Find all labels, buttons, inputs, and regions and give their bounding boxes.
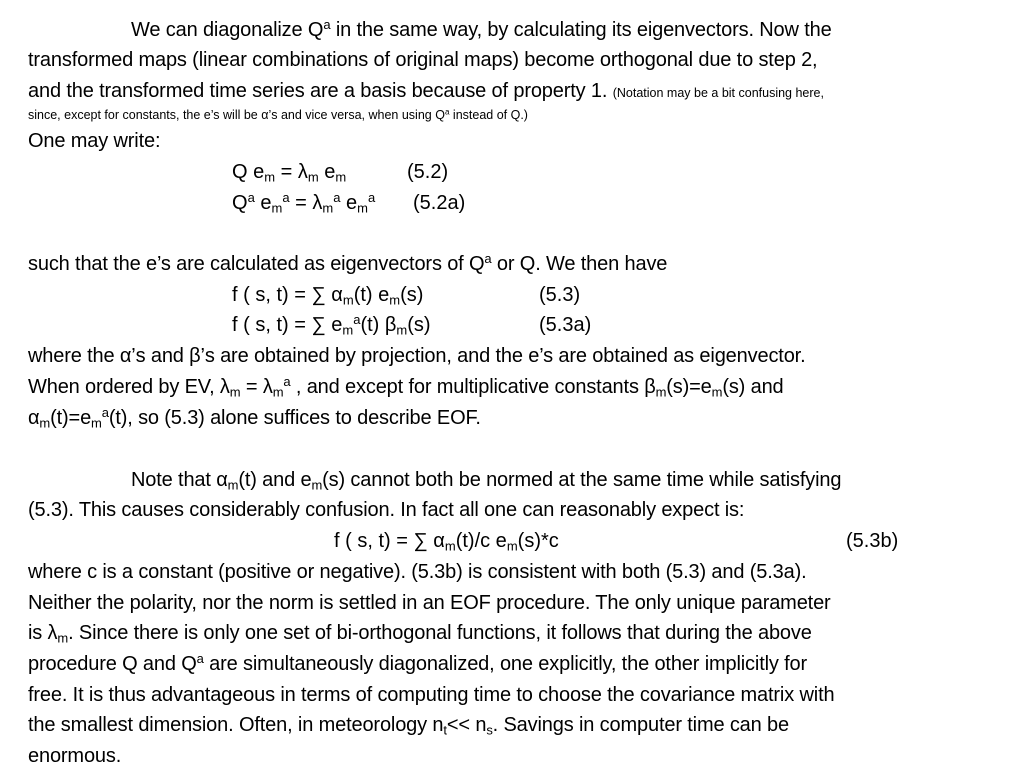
equation-5-2-label: (5.2) <box>407 161 449 183</box>
such-that-line <box>28 252 667 276</box>
text: instead of Q.) <box>449 108 528 122</box>
p4-line-5: free. It is thus advantageous in terms of computing time to choose the covariance matrix with <box>28 684 835 706</box>
eq-text: = λ <box>275 161 308 183</box>
text: and the transformed time series are a basis because of property 1. <box>28 80 608 102</box>
eq-text: (s) <box>400 284 424 306</box>
equation-5-3-label: (5.3) <box>539 284 581 306</box>
text: since, except for constants, the e’s will be α’s and vice versa, when using Q <box>28 108 445 122</box>
p4-line-1: where c is a constant (positive or negative). (5.3b) is consistent with both (5.3) and (5.3a). <box>28 561 807 583</box>
subscript: m <box>39 415 51 431</box>
p3-line-2: (5.3). This causes considerably confusion. In fact all one can reasonably expect is: <box>28 499 745 521</box>
text: (t)=e <box>50 407 92 429</box>
text: or Q. We then have <box>491 253 668 275</box>
eq-text: (t) β <box>360 314 397 336</box>
equation-5-2 <box>232 160 346 184</box>
text: << n <box>446 714 487 736</box>
p2-line-3 <box>28 406 481 430</box>
superscript: a <box>283 373 291 389</box>
text: (t) and e <box>238 469 312 491</box>
subscript: m <box>271 200 283 216</box>
superscript: a <box>367 189 376 205</box>
superscript: a <box>247 189 255 205</box>
superscript: a <box>196 650 204 666</box>
superscript: a <box>101 404 109 420</box>
p1-line-2: transformed maps (linear combinations of original maps) become orthogonal due to step 2, <box>28 49 818 71</box>
text: α <box>28 407 40 429</box>
subscript: m <box>264 169 276 185</box>
text: . Savings in computer time can be <box>492 714 789 736</box>
text: is λ <box>28 622 58 644</box>
eq-text: f ( s, t) = ∑ e <box>232 314 343 336</box>
subscript: m <box>506 538 518 554</box>
subscript: m <box>655 384 667 400</box>
superscript: a <box>333 189 341 205</box>
p3-line-1 <box>131 468 841 492</box>
subscript: m <box>342 322 354 338</box>
subscript: m <box>342 292 354 308</box>
p1-line-1 <box>131 18 832 42</box>
equation-5-3b <box>334 529 559 553</box>
text: (s)=e <box>666 376 712 398</box>
text: such that the e’s are calculated as eigenvectors of Q <box>28 253 485 275</box>
text: procedure Q and Q <box>28 653 197 675</box>
subscript: m <box>311 477 323 493</box>
p4-line-3 <box>28 621 812 645</box>
superscript: a <box>282 189 290 205</box>
subscript: m <box>396 322 408 338</box>
text: = λ <box>240 376 273 398</box>
equation-5-2a <box>232 191 375 215</box>
text: (s) cannot both be normed at the same time while satisfying <box>322 469 842 491</box>
subscript: m <box>227 477 239 493</box>
subscript: m <box>711 384 723 400</box>
eq-text: = λ <box>289 192 323 214</box>
equation-5-3b-label: (5.3b) <box>846 530 899 552</box>
text: in the same way, by calculating its eigenvectors. Now the <box>330 19 832 41</box>
eq-text: e <box>318 161 336 183</box>
subscript: m <box>91 415 102 431</box>
subscript: s <box>486 722 493 738</box>
equation-5-3a-label: (5.3a) <box>539 314 592 336</box>
equation-5-2a-label: (5.2a) <box>413 192 466 214</box>
text: We can diagonalize Q <box>131 19 324 41</box>
subscript: m <box>444 538 456 554</box>
subscript: m <box>322 200 334 216</box>
eq-text: (s) <box>407 314 431 336</box>
text: are simultaneously diagonalized, one explicitly, the other implicitly for <box>203 653 808 675</box>
p4-line-7: enormous. <box>28 745 122 767</box>
p4-line-4 <box>28 652 807 676</box>
subscript: m <box>357 200 368 216</box>
text: When ordered by EV, λ <box>28 376 230 398</box>
text: Note that α <box>131 469 228 491</box>
text: . Since there is only one set of bi-orthogonal functions, it follows that during the above <box>68 622 812 644</box>
eq-text: f ( s, t) = ∑ α <box>232 284 343 306</box>
superscript: a <box>323 16 331 32</box>
subscript: m <box>229 384 241 400</box>
eq-text: (t)/c e <box>455 530 507 552</box>
superscript: a <box>484 250 492 266</box>
one-may-write: One may write: <box>28 130 161 152</box>
subscript: m <box>57 630 69 646</box>
p2-line-2 <box>28 375 784 399</box>
notation-note: (Notation may be a bit confusing here, <box>612 86 824 100</box>
p4-line-2: Neither the polarity, nor the norm is settled in an EOF procedure. The only unique parameter <box>28 592 831 614</box>
text: the smallest dimension. Often, in meteorology n <box>28 714 444 736</box>
eq-text: Q e <box>232 161 265 183</box>
p2-line-1: where the α’s and β’s are obtained by projection, and the e’s are obtained as eigenvector. <box>28 345 806 367</box>
p4-line-6 <box>28 713 789 737</box>
eq-text: e <box>340 192 358 214</box>
subscript: m <box>389 292 401 308</box>
p1-line-3 <box>28 79 824 105</box>
subscript: m <box>307 169 319 185</box>
eq-text: (t) e <box>353 284 390 306</box>
subscript: m <box>335 169 347 185</box>
eq-text: Q <box>232 192 248 214</box>
eq-text: e <box>254 192 272 214</box>
subscript: t <box>443 722 447 738</box>
superscript: a <box>353 311 361 327</box>
p1-note-line <box>28 106 528 124</box>
text: (s) and <box>722 376 784 398</box>
equation-5-3 <box>232 283 423 307</box>
eq-text: (s)*c <box>517 530 559 552</box>
text: (t), so (5.3) alone suffices to describe EOF. <box>108 407 481 429</box>
eq-text: f ( s, t) = ∑ α <box>334 530 445 552</box>
subscript: m <box>272 384 284 400</box>
text: , and except for multiplicative constants β <box>290 376 656 398</box>
equation-5-3a <box>232 313 431 337</box>
superscript: a <box>444 107 450 117</box>
